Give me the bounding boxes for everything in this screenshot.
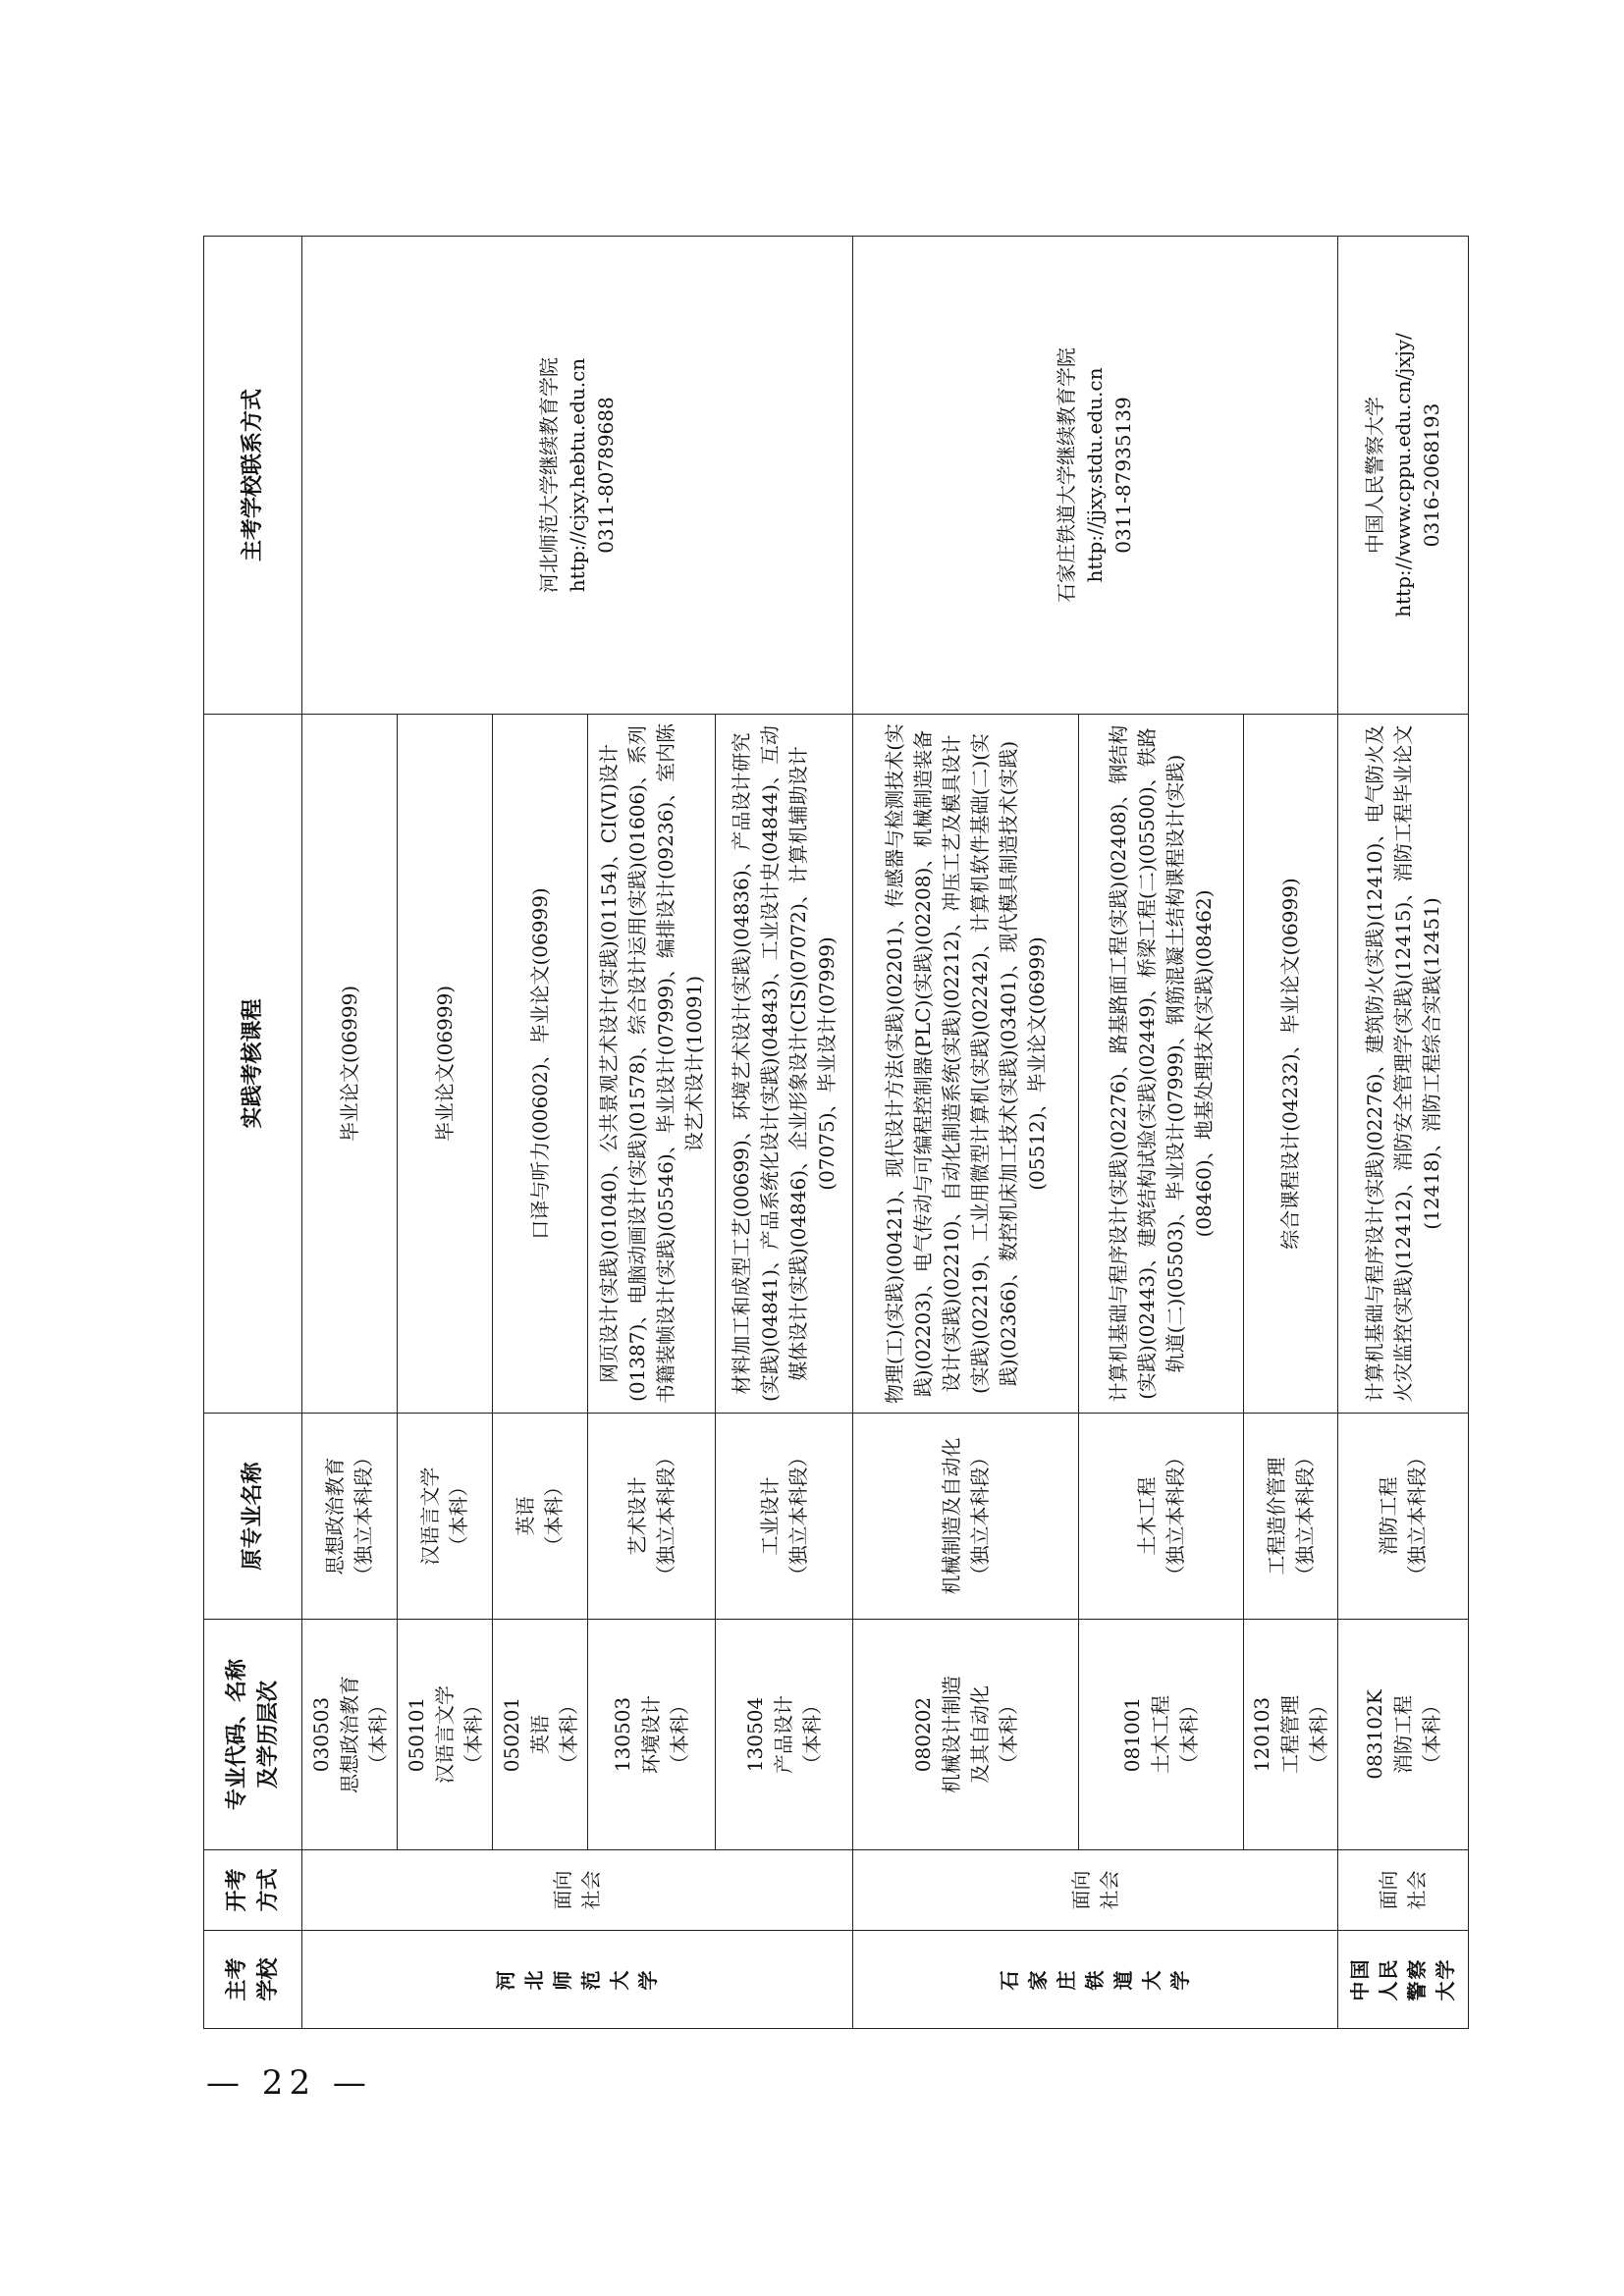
exam-mode: 面向 社会 — [1338, 1850, 1469, 1931]
header-practice-courses: 实践考核课程 — [204, 715, 302, 1414]
courses-cell: 口译与听力(00602)、毕业论文(06999) — [493, 715, 588, 1414]
header-major-code: 专业代码、名称 及学历层次 — [204, 1620, 302, 1850]
courses-cell: 综合课程设计(04232)、毕业论文(06999) — [1244, 715, 1338, 1414]
original-major-cell: 土木工程 （独立本科段） — [1079, 1414, 1244, 1620]
major-cell: 080202 机械设计制造 及其自动化 （本科） — [853, 1620, 1079, 1850]
major-cell: 050201 英语 （本科） — [493, 1620, 588, 1850]
original-major-cell: 艺术设计 （独立本科段） — [588, 1414, 716, 1620]
school-name: 中国 人民 警察 大学 — [1338, 1931, 1469, 2029]
courses-cell: 网页设计(实践)(01040)、公共景观艺术设计(实践)(01154)、CI(VI)设计(01387)、电脑动画设计(实践)(01578)、综合设计运用(实践)(01606)、系列书籍装帧设计(实践)(05546)、毕业设计(07999)、编排设计(09236)、室内陈设艺术设计(10091) — [588, 715, 716, 1414]
major-cell: 083102K 消防工程 （本科） — [1338, 1620, 1469, 1850]
major-cell: 130503 环境设计 （本科） — [588, 1620, 716, 1850]
exam-table — [203, 236, 1469, 2029]
header-exam-mode: 开考 方式 — [204, 1850, 302, 1931]
page-number: — 22 — — [206, 2063, 372, 2103]
rotated-table-content — [203, 237, 1457, 2029]
major-cell: 050101 汉语言文学 （本科） — [398, 1620, 493, 1850]
major-cell: 081001 土木工程 （本科） — [1079, 1620, 1244, 1850]
header-original-major: 原专业名称 — [204, 1414, 302, 1620]
original-major-cell: 消防工程 （独立本科段） — [1338, 1414, 1469, 1620]
school-name: 石 家 庄 铁 道 大 学 — [853, 1931, 1338, 2029]
rotated-table-frame — [203, 237, 1457, 2029]
courses-cell: 计算机基础与程序设计(实践)(02276)、建筑防火(实践)(12410)、电气防火及火灾监控(实践)(12412)、消防安全管理学(实践)(12415)、消防工程毕业论文(12418)、消防工程综合实践(12451) — [1338, 715, 1469, 1414]
courses-cell: 计算机基础与程序设计(实践)(02276)、路基路面工程(实践)(02408)、钢结构(实践)(02443)、建筑结构试验(实践)(02449)、桥梁工程(二)(05500)、铁路轨道(二)(05503)、毕业设计(07999)、钢筋混凝土结构课程设计(实践)(08460)、地基处理技术(实践)(08462) — [1079, 715, 1244, 1414]
courses-cell: 物理(工)(实践)(00421)、现代设计方法(实践)(02201)、传感器与检测技术(实践)(02203)、电气传动与可编程控制器(PLC)(实践)(02208)、机械制造装备设计(实践)(02210)、自动化制造系统(实践)(02212)、冲压工艺及模具设计(实践)(02219)、工业用微型计算机(实践)(02242)、计算机软件基础(二)(实践)(02366)、数控机床加工技术(实践)(03401)、现代模具制造技术(实践)(05512)、毕业论文(06999) — [853, 715, 1079, 1414]
exam-mode: 面向 社会 — [853, 1850, 1338, 1931]
major-cell: 130504 产品设计 （本科） — [716, 1620, 853, 1850]
major-cell: 120103 工程管理 （本科） — [1244, 1620, 1338, 1850]
original-major-cell: 英语 （本科） — [493, 1414, 588, 1620]
contact-cell: 中国人民警察大学 http://www.cppu.edu.cn/jxjy/ 0316-2068193 — [1338, 237, 1469, 715]
courses-cell: 毕业论文(06999) — [302, 715, 398, 1414]
major-cell: 030503 思想政治教育 （本科） — [302, 1620, 398, 1850]
table-row — [302, 237, 398, 2029]
table-row — [1338, 237, 1469, 2029]
courses-cell: 毕业论文(06999) — [398, 715, 493, 1414]
contact-cell: 石家庄铁道大学继续教育学院 http://jjxy.stdu.edu.cn 0311-87935139 — [853, 237, 1338, 715]
contact-cell: 河北师范大学继续教育学院 http://cjxy.hebtu.edu.cn 0311-80789688 — [302, 237, 853, 715]
table-row — [853, 237, 1079, 2029]
original-major-cell: 机械制造及自动化 （独立本科段） — [853, 1414, 1079, 1620]
header-contact: 主考学校联系方式 — [204, 237, 302, 715]
exam-mode: 面向 社会 — [302, 1850, 853, 1931]
header-school: 主考 学校 — [204, 1931, 302, 2029]
header-row — [204, 237, 302, 2029]
original-major-cell: 工程造价管理 （独立本科段） — [1244, 1414, 1338, 1620]
original-major-cell: 汉语言文学 （本科） — [398, 1414, 493, 1620]
original-major-cell: 思想政治教育 （独立本科段） — [302, 1414, 398, 1620]
original-major-cell: 工业设计 （独立本科段） — [716, 1414, 853, 1620]
school-name: 河 北 师 范 大 学 — [302, 1931, 853, 2029]
courses-cell: 材料加工和成型工艺(00699)、环境艺术设计(实践)(04836)、产品设计研究(实践)(04841)、产品系统化设计(实践)(04843)、工业设计史(04844)、互动媒体设计(实践)(04846)、企业形象设计(CIS)(07072)、计算机辅助设计(07075)、毕业设计(07999) — [716, 715, 853, 1414]
